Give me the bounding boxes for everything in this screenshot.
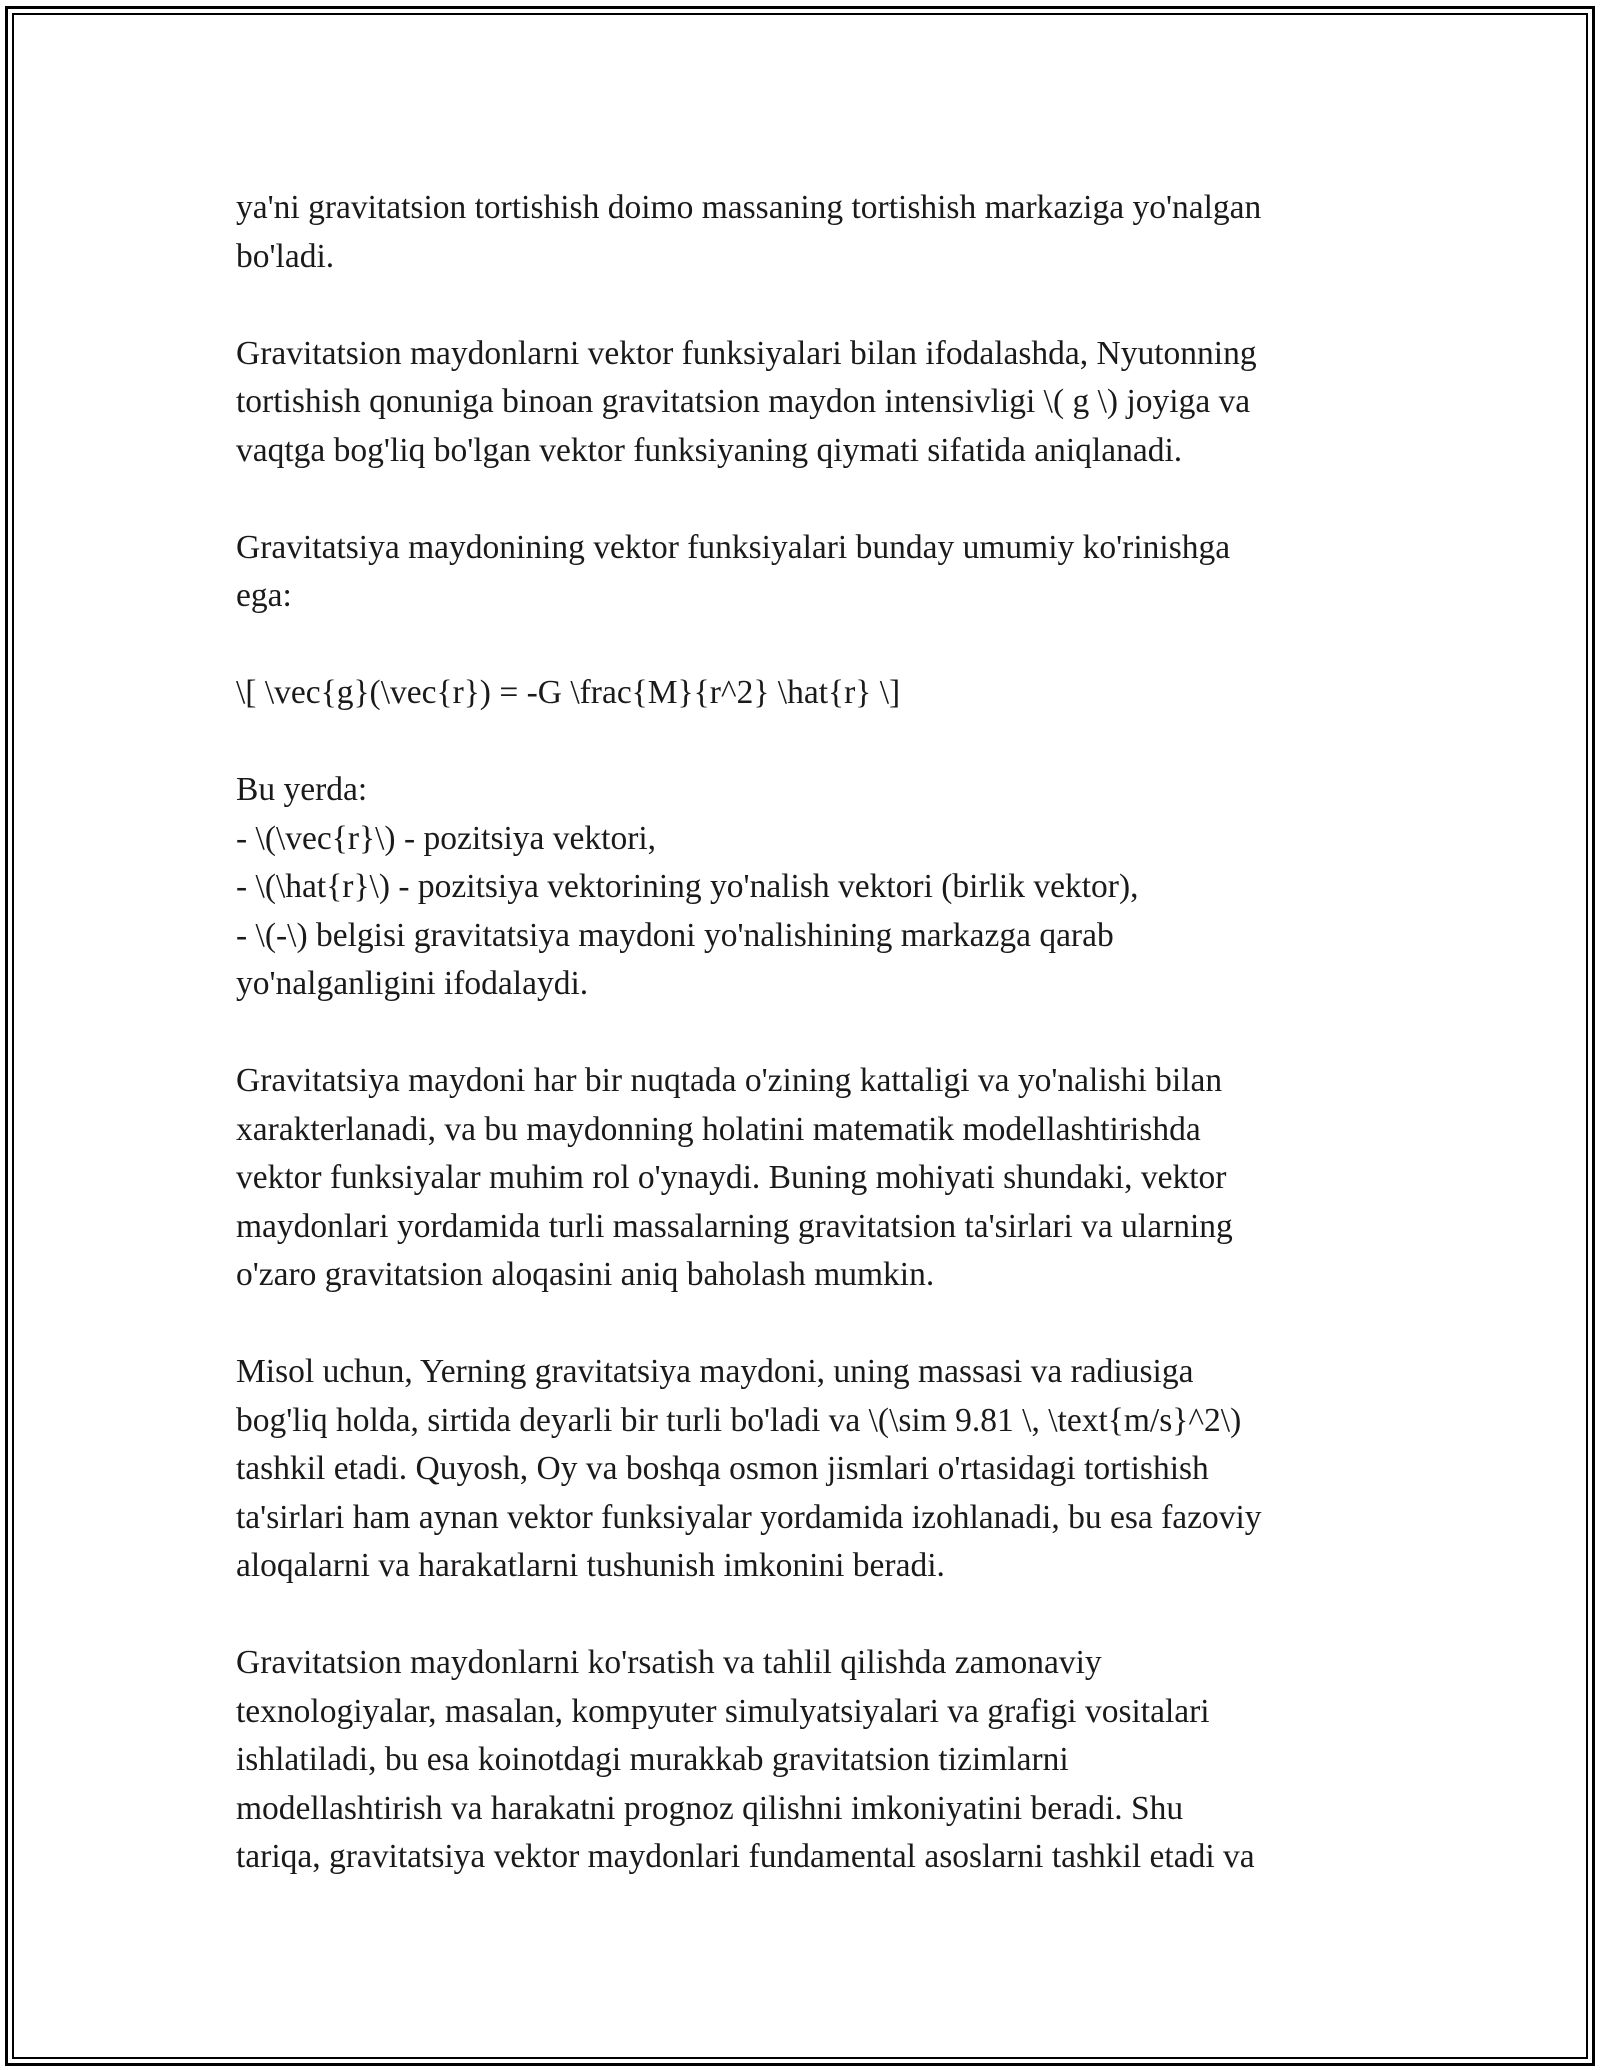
document-body: [236, 184, 1376, 1882]
paragraph-earth-example: Misol uchun, Yerning gravitatsiya maydoni, uning massasi va radiusiga bog'liq holda, sirtida deyarli bir turli bo'ladi va \(\sim 9.81 \, \text{m/s}^2\) tashkil etadi. Quyosh, Oy va boshqa osmon jismlari o'rtasidagi tortishish ta'sirlari ham aynan vektor funksiyalar yordamida izohlanadi, bu esa fazoviy aloqalarni va harakatlarni tushunish imkonini beradi.: [236, 1353, 1262, 1584]
paragraph-general-form: Gravitatsiya maydonining vektor funksiyalari bunday umumiy ko'rinishga ega:: [236, 528, 1231, 614]
paragraph-intro-continuation: ya'ni gravitatsion tortishish doimo massaning tortishish markaziga yo'nalgan bo'ladi.: [236, 189, 1262, 275]
paragraph-modern-technologies: Gravitatsion maydonlarni ko'rsatish va tahlil qilishda zamonaviy texnologiyalar, masalan, kompyuter simulyatsiyalari va grafigi vositalari ishlatiladi, bu esa koinotdagi murakkab gravitatsion tizimlarni modellashtirish va harakatni prognoz qilishni imkoniyatini beradi. Shu tariqa, gravitatsiya vektor maydonlari fundamental asoslarni tashkil etadi va: [236, 1644, 1255, 1875]
paragraph-field-intensity: Gravitatsion maydonlarni vektor funksiyalari bilan ifodalashda, Nyutonning tortishish qonuniga binoan gravitatsion maydon intensivligi \( g \) joyiga va vaqtga bog'liq bo'lgan vektor funksiyaning qiymati sifatida aniqlanadi.: [236, 334, 1257, 469]
paragraph-definitions-list: Bu yerda: - \(\vec{r}\) - pozitsiya vektori, - \(\hat{r}\) - pozitsiya vektorining yo'nalish vektori (birlik vektor), - \(-\) belgisi gravitatsiya maydoni yo'nalishining markazga qarab yo'nalganligini ifodalaydi.: [236, 771, 1139, 1002]
paragraph-field-characterization: Gravitatsiya maydoni har bir nuqtada o'zining kattaligi va yo'nalishi bilan xarakterlanadi, va bu maydonning holatini matematik modellashtirishda vektor funksiyalar muhim rol o'ynaydi. Buning mohiyati shundaki, vektor maydonlari yordamida turli massalarning gravitatsion ta'sirlari va ularning o'zaro gravitatsion aloqasini aniq baholash mumkin.: [236, 1062, 1233, 1293]
formula-gravity-field: \[ \vec{g}(\vec{r}) = -G \frac{M}{r^2} \hat{r} \]: [236, 674, 901, 711]
